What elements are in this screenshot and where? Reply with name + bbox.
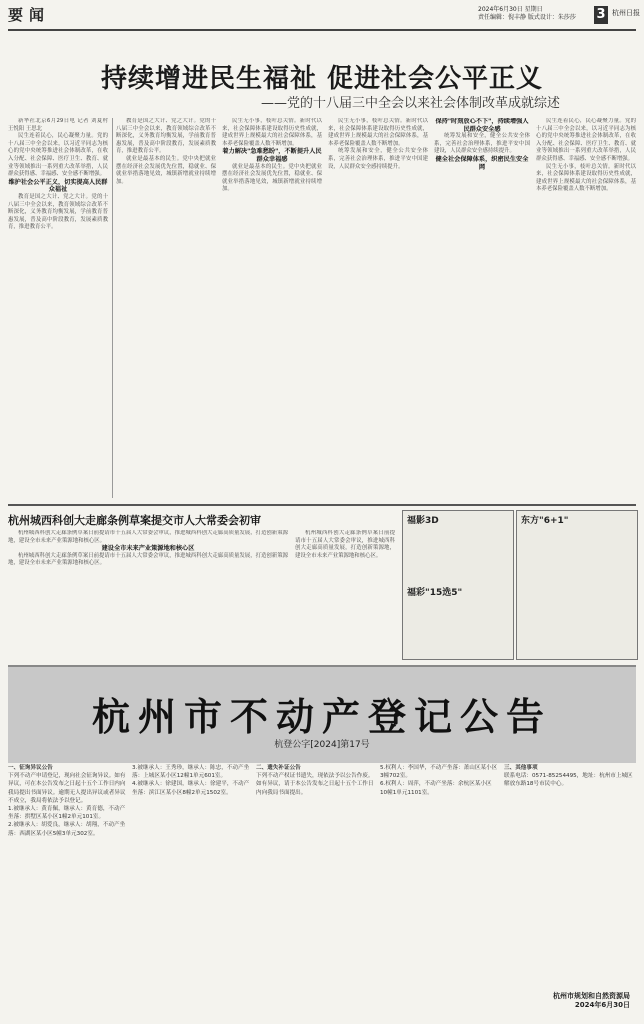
paragraph: 教育是国之大计、党之大计。党的十八届三中全会以来，教育领域综合改革不断深化，义务教育均衡发展，学前教育普惠发展，普及高中阶段教育，发展素质教育，推进教育公平。 (8, 193, 108, 231)
notice-number: 杭登公字[2024]第17号 (274, 740, 370, 750)
subheading: 建设全市未来产业策源地和核心区 (101, 545, 195, 553)
subheading: 维护社会公平正义，切实提高人民群众福祉 (8, 178, 108, 194)
section-name: 要闻 (8, 6, 51, 24)
paragraph: 民生无小事，枝叶总关情。新时代以来，社会保障体系建设取得历史性成就，建成世界上规模最大的社会保障体系，基本养老保险覆盖人数不断增加。 (536, 163, 636, 193)
paragraph: 民生无小事，枝叶总关情。新时代以来，社会保障体系建设取得历史性成就，建成世界上规模最大的社会保障体系，基本养老保险覆盖人数不断增加。 (222, 118, 322, 147)
paragraph: 杭州城西科创大走廊条例草案日前提请市十五届人大常委会审议，推进城西科创大走廊高质量发展，打造创新策源地，建设全市未来产业策源地和核心区。 (8, 530, 288, 544)
paragraph: 民生连着民心，民心凝聚力量。党的十八届三中全会以来，以习近平同志为核心的党中央统筹推进社会体制改革，在收入分配、社会保障、医疗卫生、教育、就业等领域推出一系列重大改革举措，人民群众获得感、幸福感、安全感不断增强。 (536, 118, 636, 162)
notice-item: 1.被继承人：黄育佩，继承人：黄育德，不动产坐落：拱墅区某小区1幢2单元101室。 (8, 806, 126, 821)
subheadline: ——党的十八届三中全会以来社会体制改革成就综述 (260, 96, 560, 111)
notice-column-3 (256, 764, 374, 989)
subheading: 保持"时刻放心不下"，持续增强人民群众安全感 (435, 118, 529, 133)
notice-text: 联系电话：0571-85254495，地址：杭州市上城区解放东路18号市民中心。 (504, 773, 633, 788)
byline: 新华社北京6月29日电 记者 刘夏村 王悦阳 王思北 (8, 118, 108, 132)
notice-column-1 (8, 764, 126, 989)
page-number: 3 (594, 6, 608, 24)
signer: 杭州市规划和自然资源局 (553, 992, 630, 1000)
newspaper-logo: 杭州日报 (612, 9, 640, 17)
lottery-title: 福影3D (407, 516, 439, 526)
paragraph: 统筹发展和安全，健全公共安全体系，完善社会治理体系，推进平安中国建设，人民群众安全感持续提升。 (328, 148, 428, 170)
lottery-box-left (402, 510, 514, 660)
notice-column-5 (504, 764, 636, 984)
news-title: 杭州城西科创大走廊条例草案提交市人大常委会初审 (8, 514, 261, 527)
article-column-5 (434, 118, 530, 498)
editor-text: 责任编辑：倪丰静 版式设计：朱莎莎 (478, 14, 576, 21)
article-column-1 (8, 118, 108, 498)
lottery-box-right (516, 510, 638, 660)
article-column-3 (222, 118, 322, 498)
lottery-title: 东方"6+1" (521, 516, 569, 526)
date-text: 2024年6月30日 星期日 (478, 6, 543, 13)
subheading: 健全社会保障体系，织密民生安全网 (435, 155, 529, 171)
notice-text: 下列不动产申请登记，现向社会征询异议。如有异议，可在本公告发布之日起十五个工作日内向我局提出书面异议。逾期无人提出异议或者异议不成立，我局将依法予以登记。 (8, 773, 126, 804)
date-line (478, 6, 598, 22)
article-column-6 (536, 118, 636, 498)
section-divider (8, 504, 636, 506)
notice-heading: 二、遗失补证公告 (256, 765, 301, 771)
news-body (8, 530, 288, 660)
paragraph: 杭州城西科创大走廊条例草案日前提请市十五届人大常委会审议，推进城西科创大走廊高质量发展，打造创新策源地，建设全市未来产业策源地和核心区。 (295, 530, 395, 559)
notice-item: 4.被继承人：徐建国，继承人：徐建平，不动产坐落：滨江区某小区8幢2单元1502室。 (132, 781, 250, 796)
paragraph: 民生无小事，枝叶总关情。新时代以来，社会保障体系建设取得历史性成就，建成世界上规模最大的社会保障体系，基本养老保险覆盖人数不断增加。 (328, 118, 428, 147)
notice-column-4 (380, 764, 498, 989)
notice-heading: 三、其他事项 (504, 765, 538, 771)
notice-item: 5.权利人：李国华，不动产坐落：萧山区某小区3幢702室。 (380, 765, 498, 780)
notice-item: 2.被继承人：胡爱良，继承人：胡翔，不动产坐落：西湖区某小区5幢3单元302室。 (8, 822, 126, 837)
notice-signature (520, 992, 630, 1010)
notice-column-2 (132, 764, 250, 989)
notice-title: 杭州市不动产登记公告 (91, 695, 552, 739)
column-divider (112, 118, 113, 498)
headline: 持续增进民生福祉 促进社会公平正义 (100, 64, 544, 94)
news-body-2 (295, 530, 395, 660)
paragraph: 教育是国之大计、党之大计。党的十八届三中全会以来，教育领域综合改革不断深化，义务教育均衡发展，学前教育普惠发展，普及高中阶段教育，发展素质教育，推进教育公平。 (116, 118, 216, 155)
paragraph: 就业是最基本的民生。党中央把就业摆在经济社会发展优先位置，稳就业、保就业举措落地见效，城镇新增就业持续增加。 (222, 163, 322, 193)
notice-text: 下列不动产权证书遗失，现依法予以公告作废。如有异议，请于本公告发布之日起十五个工作日内向我局书面提出。 (256, 773, 374, 796)
notice-item: 6.权利人：周萍，不动产坐落：余杭区某小区10幢1单元1101室。 (380, 781, 492, 796)
page-header (8, 4, 640, 30)
header-rule (8, 29, 636, 31)
lottery-title: 福彩"15选5" (407, 588, 463, 598)
article-column-2 (116, 118, 216, 498)
subheading: 着力解决"急难愁盼"，不断提升人民群众幸福感 (222, 148, 322, 163)
paragraph: 统筹发展和安全，健全公共安全体系，完善社会治理体系，推进平安中国建设，人民群众安全感持续提升。 (434, 133, 530, 155)
notice-heading: 一、征询异议公告 (8, 765, 53, 771)
notice-item: 3.被继承人：王秀珍，继承人：陈忠，不动产坐落：上城区某小区12幢1单元601室。 (132, 765, 250, 780)
article-column-4 (328, 118, 428, 498)
paragraph: 民生连着民心，民心凝聚力量。党的十八届三中全会以来，以习近平同志为核心的党中央统筹推进社会体制改革，在收入分配、社会保障、医疗卫生、教育、就业等领域推出一系列重大改革举措，人民群众获得感、幸福感、安全感不断增强。 (8, 133, 108, 178)
sign-date: 2024年6月30日 (574, 1001, 630, 1009)
paragraph: 杭州城西科创大走廊条例草案日前提请市十五届人大常委会审议，推进城西科创大走廊高质量发展，打造创新策源地，建设全市未来产业策源地和核心区。 (8, 552, 288, 567)
paragraph: 就业是最基本的民生。党中央把就业摆在经济社会发展优先位置，稳就业、保就业举措落地见效，城镇新增就业持续增加。 (116, 155, 216, 185)
